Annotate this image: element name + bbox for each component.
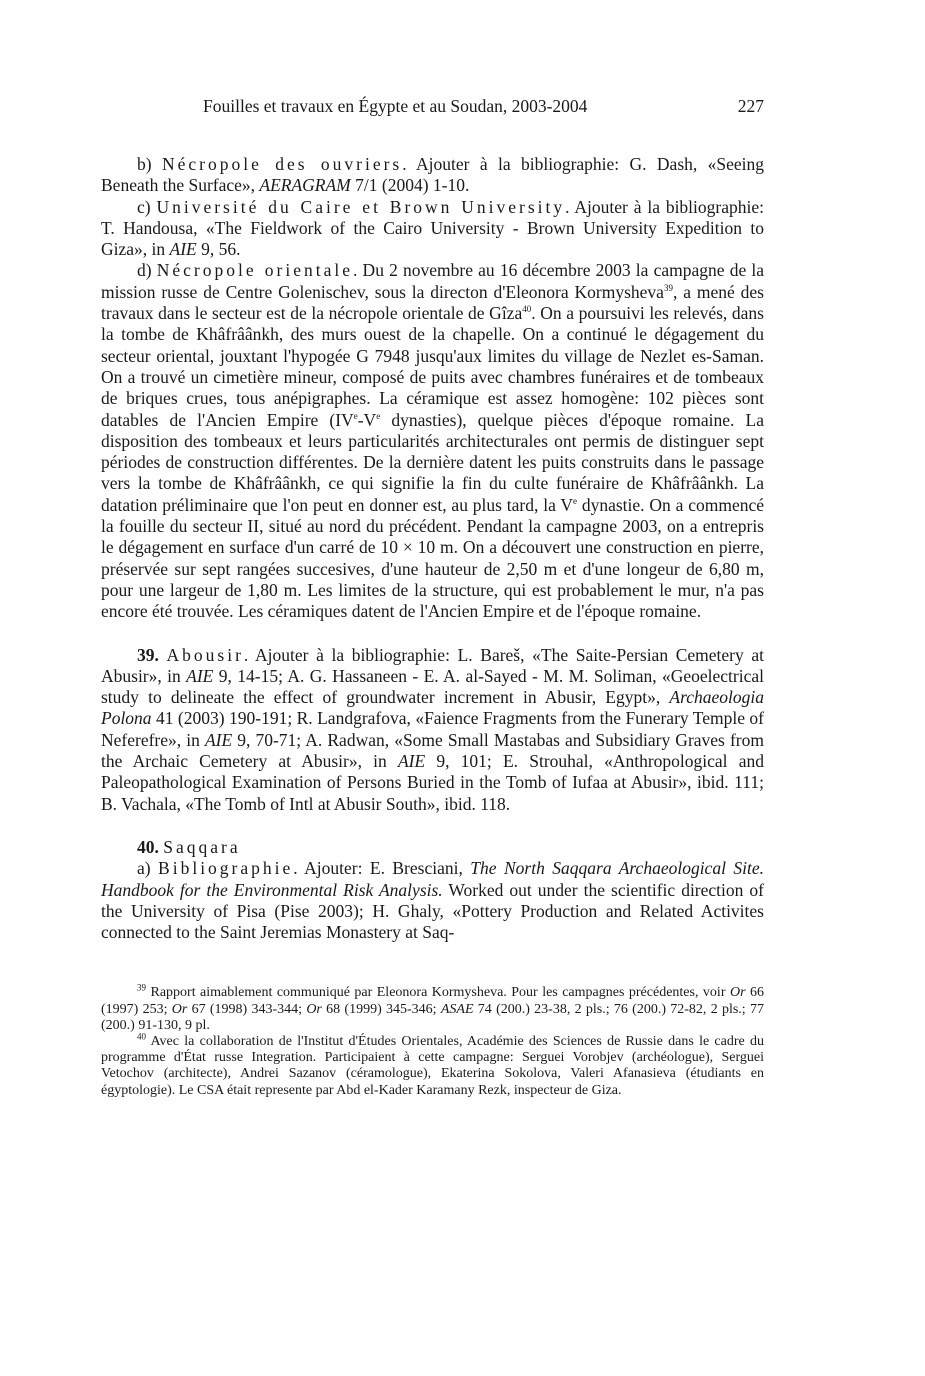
text-run: , a mené des travaux dans le secteur est de la nécropole orientale de Gîza bbox=[101, 281, 764, 324]
journal-title: ASAE bbox=[440, 1001, 474, 1017]
section-number: 40. bbox=[137, 836, 159, 857]
text-run: 41 (2003) 190-191; R. Landgrafova, «Faience Fragments from the Funerary Temple of Neferefre», in bbox=[101, 708, 764, 750]
section-gap bbox=[101, 623, 764, 645]
journal-title: AERAGRAM bbox=[259, 175, 351, 196]
text-run: Avec la collaboration de l'Institut d'Études Orientales, Académie des Sciences de Russie dans le cadre du programme d'État russe Integration. Participaient à cette campagne: Serguei Vorobjev (archéologue), Serguei Vetochov (architecte), Andrei Sazanov (céramologue), Ekaterina Sokolova, Valeri Afanasieva (étudiants en égyptologie). Le CSA était represente par Abd el-Kader Karamany Rezk, inspecteur de Giza. bbox=[101, 1034, 764, 1098]
ordinal-sup: e bbox=[353, 410, 358, 421]
text-run: 66 (1997) 253; bbox=[101, 985, 765, 1017]
paragraph-39 bbox=[101, 645, 764, 815]
text-run: . Ajouter: E. Bresciani, bbox=[293, 858, 471, 879]
section-gap bbox=[101, 815, 764, 837]
section-heading: Bibliographie bbox=[158, 858, 294, 879]
footnote-ref: 39 bbox=[663, 282, 673, 293]
journal-title: Archaeologia Polona bbox=[101, 687, 764, 729]
item-label: b) bbox=[137, 154, 162, 174]
footnote-number: 40 bbox=[137, 1031, 146, 1042]
text-run: -V bbox=[357, 409, 377, 430]
paragraph-b bbox=[101, 154, 764, 197]
book-title: The North Saqqara Archaeological Site. Handbook for the Environmental Risk Analysis. bbox=[101, 858, 764, 900]
page bbox=[101, 96, 764, 1099]
footnote-39 bbox=[101, 982, 765, 1034]
paragraph-d bbox=[101, 260, 764, 622]
text-run: 74 (200.) 23-38, 2 pls.; 76 (200.) 72-82, 2 pls.; 77 (200.) 91-130, 9 pl. bbox=[101, 1001, 764, 1033]
footnotes bbox=[101, 982, 765, 1098]
text-run: . Ajouter à la bibliographie: T. Handousa, «The Fieldwork of the Cairo University - Brown University Expedition to Giza», in bbox=[101, 196, 764, 260]
text-run: 9, 70-71; A. Radwan, «Some Small Mastabas and Subsidiary Graves from the Archaic Cemetery at Abusir», in bbox=[101, 729, 764, 772]
section-heading: Abousir bbox=[166, 644, 244, 665]
text-run: . On a poursuivi les relevés, dans la tombe de Khâfrâânkh, des murs ouest de la chapelle. On a continué le dégagement du secteur oriental, jouxtant l'hypogée G 7948 jusqu'aux limites du village de Nezlet es-Saman. On a trouvé un cimetière mineur, composé de puits avec chambres funéraires et de tombeaux de briques crues, tous anépigraphes. La céramique est assez homogène: 102 pièces sont datables de l'Ancien Empire (IV bbox=[101, 303, 764, 430]
journal-title: AIE bbox=[169, 239, 197, 260]
text-run: dynastie. On a commencé la fouille du secteur II, situé au nord du précédent. Pendant la campagne 2003, on a entrepris le dégagement en surface d'un carré de 10 × 10 m. On a découvert une construction en pierre, préservée sur sept rangées succesives, d'une hauteur de 2,50 m et d'une longeur de 6,80 m, pour une largeur de 1,80 m. Les limites de la structure, qui est probablement le mur, n'a pas encore été trouvée. Les céramiques datent de l'Ancien Empire et de l'époque romaine. bbox=[101, 494, 764, 622]
text-run: . Ajouter à la bibliographie: L. Bareš, «The Saite-Persian Cemetery at Abusir», in bbox=[101, 644, 765, 686]
section-heading: Nécropole orientale bbox=[156, 260, 354, 281]
running-header bbox=[101, 96, 764, 124]
text-run: 67 (1998) 343-344; bbox=[187, 1001, 307, 1017]
main-text bbox=[101, 154, 764, 943]
journal-title: AIE bbox=[204, 729, 233, 750]
footnote-40 bbox=[101, 1031, 764, 1099]
footnote-ref: 40 bbox=[522, 304, 532, 315]
text-run: . Du 2 novembre au 16 décembre 2003 la campagne de la mission russe de Centre Golenischev, sous la directon d'Eleonora Kormysheva bbox=[101, 260, 764, 302]
section-heading: Saqqara bbox=[163, 836, 241, 857]
text-run: 7/1 (2004) 1-10. bbox=[350, 175, 470, 196]
text-run: Rapport aimablement communiqué par Eleonora Kormysheva. Pour les campagnes précédentes, voir bbox=[146, 985, 730, 1001]
text-run: Worked out under the scientific direction of the University of Pisa (Pise 2003); H. Ghaly, «Pottery Production and Related Activites connected to the Saint Jeremias Monastery at Saq- bbox=[101, 879, 764, 943]
page-number: 227 bbox=[737, 96, 764, 116]
item-label: c) bbox=[137, 196, 157, 217]
journal-title: Or bbox=[729, 985, 746, 1001]
text-run: 9, 56. bbox=[196, 239, 241, 260]
paragraph-c bbox=[101, 197, 764, 261]
section-heading: Nécropole des ouvriers bbox=[161, 154, 403, 174]
text-run: . Ajouter à la bibliographie: G. Dash, «Seeing Beneath the Surface», bbox=[101, 154, 764, 196]
journal-title: Or bbox=[306, 1001, 322, 1017]
paragraph-40a bbox=[101, 858, 764, 943]
section-number: 39. bbox=[137, 644, 159, 665]
running-title: Fouilles et travaux en Égypte et au Soudan, 2003-2004 bbox=[203, 96, 588, 116]
journal-title: Or bbox=[171, 1001, 188, 1017]
item-label: a) bbox=[137, 858, 159, 879]
heading-40 bbox=[101, 837, 764, 858]
footnote-number: 39 bbox=[137, 982, 146, 993]
item-label: d) bbox=[137, 260, 157, 281]
text-run: dynasties), quelque pièces d'époque romaine. La disposition des tombeaux et leurs particularités architecturales ont permis de distinguer sept périodes de construction différentes. De la dernière datent les puits construits dans le passage vers la tombe de Khâfrâânkh, ce qui signifie la fin du culte funéraire de Khâfrâânkh. La datation préliminaire que l'on peut en donner est, au plus tard, la V bbox=[101, 409, 764, 515]
text-run: 68 (1999) 345-346; bbox=[321, 1001, 441, 1017]
journal-title: AIE bbox=[397, 751, 426, 772]
ordinal-sup: e bbox=[573, 495, 577, 506]
section-heading: Université du Caire et Brown University bbox=[156, 196, 566, 217]
ordinal-sup: e bbox=[376, 410, 381, 421]
journal-title: AIE bbox=[186, 665, 214, 686]
text-run: 9, 14-15; A. G. Hassaneen - E. A. al-Sayed - M. M. Soliman, «Geoelectrical study to delineate the effect of groundwater increment in Abusir, Egypt», bbox=[101, 665, 764, 708]
text-run: 9, 101; E. Strouhal, «Anthropological and Paleopathological Examination of Persons Buried in the Tomb of Iufaa at Abusir», ibid. 111; B. Vachala, «The Tomb of Intl at Abusir South», ibid. 118. bbox=[101, 751, 764, 814]
